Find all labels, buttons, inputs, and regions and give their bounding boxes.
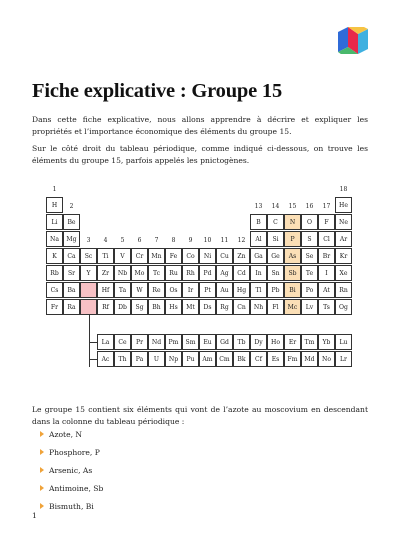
- element-fr: Fr: [46, 299, 63, 315]
- element-ga: Ga: [250, 248, 267, 264]
- logo-icon: [338, 27, 368, 54]
- element-os: Os: [165, 282, 182, 298]
- element-ho: Ho: [267, 334, 284, 350]
- element-in: In: [250, 265, 267, 281]
- element-al: Al: [250, 231, 267, 247]
- element-rn: Rn: [335, 282, 352, 298]
- element-dy: Dy: [250, 334, 267, 350]
- element-au: Au: [216, 282, 233, 298]
- element-yb: Yb: [318, 334, 335, 350]
- element-li: Li: [46, 214, 63, 230]
- element-u: U: [148, 351, 165, 367]
- group-label: 3: [86, 237, 91, 244]
- f-block-connector-line: [89, 359, 98, 360]
- element-fe: Fe: [165, 248, 182, 264]
- element-mt: Mt: [182, 299, 199, 315]
- element-ta: Ta: [114, 282, 131, 298]
- element-hg: Hg: [233, 282, 250, 298]
- group-label: 7: [154, 237, 159, 244]
- element-ni: Ni: [199, 248, 216, 264]
- element-nb: Nb: [114, 265, 131, 281]
- element-mg: Mg: [63, 231, 80, 247]
- element-lv: Lv: [301, 299, 318, 315]
- element-es: Es: [267, 351, 284, 367]
- element-pt: Pt: [199, 282, 216, 298]
- element-s: S: [301, 231, 318, 247]
- element-v: V: [114, 248, 131, 264]
- element-se: Se: [301, 248, 318, 264]
- element-rb: Rb: [46, 265, 63, 281]
- orange-triangle-bullet-icon: [40, 503, 44, 509]
- group-label: 6: [137, 237, 142, 244]
- list-item-text: Arsenic, As: [49, 465, 93, 475]
- element-sc: Sc: [80, 248, 97, 264]
- group-label: 10: [203, 237, 212, 244]
- orange-triangle-bullet-icon: [40, 485, 44, 491]
- orange-triangle-bullet-icon: [40, 449, 44, 455]
- element-tc: Tc: [148, 265, 165, 281]
- list-item-text: Phosphore, P: [49, 447, 100, 457]
- group-label: 16: [305, 203, 314, 210]
- list-item-text: Bismuth, Bi: [49, 501, 94, 511]
- element-zr: Zr: [97, 265, 114, 281]
- element-cm: Cm: [216, 351, 233, 367]
- element-ds: Ds: [199, 299, 216, 315]
- element-cf: Cf: [250, 351, 267, 367]
- element-ge: Ge: [267, 248, 284, 264]
- group-label: 18: [339, 186, 348, 193]
- orange-triangle-bullet-icon: [40, 431, 44, 437]
- element-ac: Ac: [97, 351, 114, 367]
- group-label: 17: [322, 203, 331, 210]
- element-bh: Bh: [148, 299, 165, 315]
- f-block-connector-line: [89, 342, 98, 343]
- element-rf: Rf: [97, 299, 114, 315]
- group-label: 1: [52, 186, 57, 193]
- list-item-text: Antimoine, Sb: [49, 483, 104, 493]
- list-item: [40, 497, 103, 515]
- element-am: Am: [199, 351, 216, 367]
- element-ca: Ca: [63, 248, 80, 264]
- element-sn: Sn: [267, 265, 284, 281]
- element-sr: Sr: [63, 265, 80, 281]
- element-f: F: [318, 214, 335, 230]
- element-pa: Pa: [131, 351, 148, 367]
- element-tb: Tb: [233, 334, 250, 350]
- element-hs: Hs: [165, 299, 182, 315]
- element-w: W: [131, 282, 148, 298]
- element-lu: Lu: [335, 334, 352, 350]
- element-tl: Tl: [250, 282, 267, 298]
- element-b: B: [250, 214, 267, 230]
- element-he: He: [335, 197, 352, 213]
- element-xe: Xe: [335, 265, 352, 281]
- empty-cell: [80, 282, 97, 298]
- group-label: 14: [271, 203, 280, 210]
- element-lr: Lr: [335, 351, 352, 367]
- list-item: [40, 425, 103, 443]
- element-ru: Ru: [165, 265, 182, 281]
- element-cu: Cu: [216, 248, 233, 264]
- element-ra: Ra: [63, 299, 80, 315]
- intro-paragraph: Dans cette fiche explicative, nous allons apprendre à décrire et expliquer les propriétés et l’importance économique des éléments du groupe 15.: [32, 115, 368, 136]
- element-ir: Ir: [182, 282, 199, 298]
- group-label: 13: [254, 203, 263, 210]
- element-sg: Sg: [131, 299, 148, 315]
- element-sb: Sb: [284, 265, 301, 281]
- element-ag: Ag: [216, 265, 233, 281]
- element-og: Og: [335, 299, 352, 315]
- element-no: No: [318, 351, 335, 367]
- element-bk: Bk: [233, 351, 250, 367]
- orange-triangle-bullet-icon: [40, 467, 44, 473]
- element-nh: Nh: [250, 299, 267, 315]
- page-number: 1: [32, 511, 37, 520]
- element-hf: Hf: [97, 282, 114, 298]
- element-la: La: [97, 334, 114, 350]
- element-tm: Tm: [301, 334, 318, 350]
- element-n: N: [284, 214, 301, 230]
- element-rh: Rh: [182, 265, 199, 281]
- element-cr: Cr: [131, 248, 148, 264]
- element-be: Be: [63, 214, 80, 230]
- element-na: Na: [46, 231, 63, 247]
- element-ti: Ti: [97, 248, 114, 264]
- element-kr: Kr: [335, 248, 352, 264]
- element-cd: Cd: [233, 265, 250, 281]
- element-p: P: [284, 231, 301, 247]
- group-label: 2: [69, 203, 74, 210]
- element-br: Br: [318, 248, 335, 264]
- element-h: H: [46, 197, 63, 213]
- empty-cell: [80, 299, 97, 315]
- element-db: Db: [114, 299, 131, 315]
- group-label: 15: [288, 203, 297, 210]
- group-label: 9: [188, 237, 193, 244]
- element-pu: Pu: [182, 351, 199, 367]
- element-mn: Mn: [148, 248, 165, 264]
- table-paragraph: Sur le côté droit du tableau périodique, comme indiqué ci-dessous, on trouve les éléments du groupe 15, parfois appelés les pnictogènes.: [32, 144, 368, 165]
- element-gd: Gd: [216, 334, 233, 350]
- group-label: 11: [220, 237, 229, 244]
- group-label: 4: [103, 237, 108, 244]
- element-pm: Pm: [165, 334, 182, 350]
- element-k: K: [46, 248, 63, 264]
- element-np: Np: [165, 351, 182, 367]
- element-re: Re: [148, 282, 165, 298]
- element-pd: Pd: [199, 265, 216, 281]
- element-ar: Ar: [335, 231, 352, 247]
- element-md: Md: [301, 351, 318, 367]
- group-label: 8: [171, 237, 176, 244]
- list-intro-paragraph: Le groupe 15 contient six éléments qui vont de l’azote au moscovium en descendant dans la colonne du tableau périodique :: [32, 405, 368, 426]
- element-as: As: [284, 248, 301, 264]
- element-th: Th: [114, 351, 131, 367]
- element-bi: Bi: [284, 282, 301, 298]
- list-item: [40, 479, 103, 497]
- element-ba: Ba: [63, 282, 80, 298]
- element-si: Si: [267, 231, 284, 247]
- element-sm: Sm: [182, 334, 199, 350]
- element-c: C: [267, 214, 284, 230]
- element-list: [40, 425, 103, 515]
- element-pb: Pb: [267, 282, 284, 298]
- element-y: Y: [80, 265, 97, 281]
- element-fm: Fm: [284, 351, 301, 367]
- element-i: I: [318, 265, 335, 281]
- group-label: 5: [120, 237, 125, 244]
- element-eu: Eu: [199, 334, 216, 350]
- element-mc: Mc: [284, 299, 301, 315]
- page-title: Fiche explicative : Groupe 15: [32, 80, 283, 102]
- element-ce: Ce: [114, 334, 131, 350]
- element-ne: Ne: [335, 214, 352, 230]
- element-mo: Mo: [131, 265, 148, 281]
- element-o: O: [301, 214, 318, 230]
- element-ts: Ts: [318, 299, 335, 315]
- element-fl: Fl: [267, 299, 284, 315]
- element-zn: Zn: [233, 248, 250, 264]
- element-cs: Cs: [46, 282, 63, 298]
- list-item: [40, 443, 103, 461]
- list-item-text: Azote, N: [49, 429, 83, 439]
- element-po: Po: [301, 282, 318, 298]
- element-rg: Rg: [216, 299, 233, 315]
- element-co: Co: [182, 248, 199, 264]
- element-at: At: [318, 282, 335, 298]
- element-pr: Pr: [131, 334, 148, 350]
- element-cn: Cn: [233, 299, 250, 315]
- list-item: [40, 461, 103, 479]
- element-er: Er: [284, 334, 301, 350]
- element-cl: Cl: [318, 231, 335, 247]
- element-nd: Nd: [148, 334, 165, 350]
- element-te: Te: [301, 265, 318, 281]
- group-label: 12: [237, 237, 246, 244]
